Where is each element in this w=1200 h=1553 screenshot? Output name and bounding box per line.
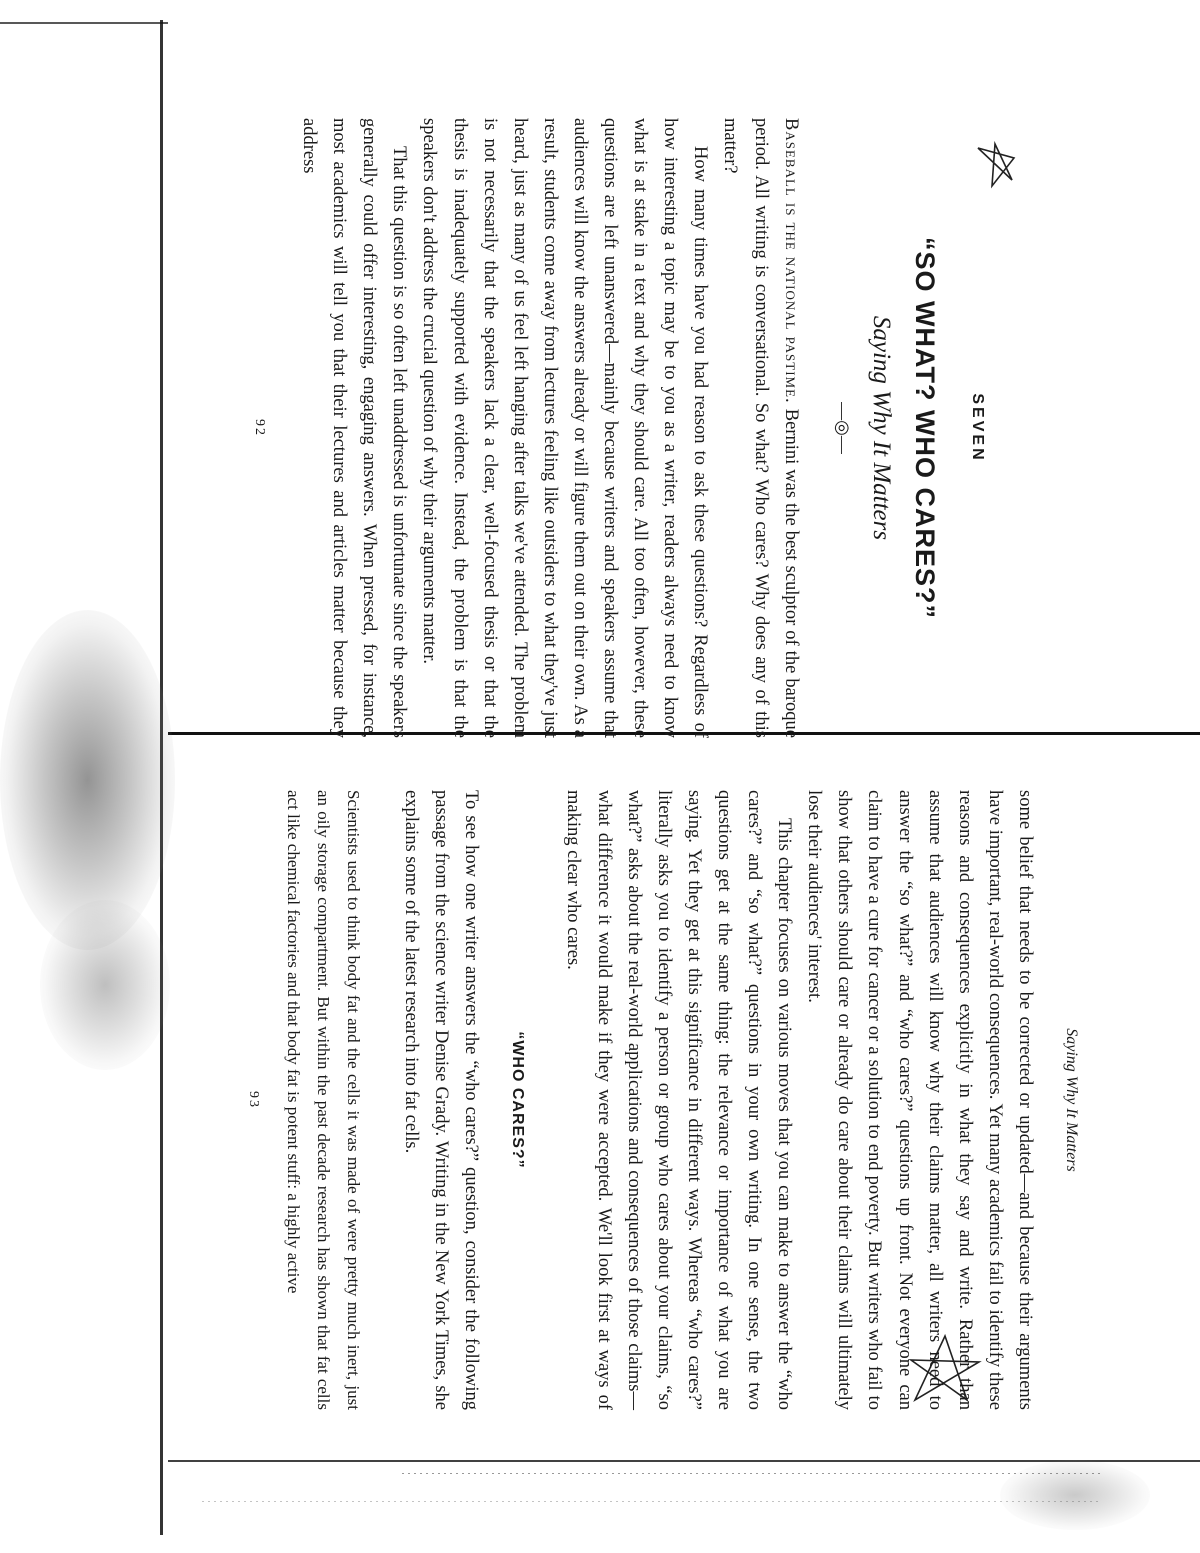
book-page-92 <box>252 118 1002 738</box>
page-number: 92 <box>252 419 268 437</box>
paragraph: How many times have you had reason to ask these questions? Regardless of how interesting a topic may be to you as a writer, readers always need to know what is at stake in a text and why they should care. All too often, however, these questions are left unanswered—mainly because writers and speakers assume that audiences will know the answers already or will figure them out on their own. As a result, students come away from lectures feeling like outsiders to what they've just heard, just as many of us feel left hanging after talks we've attended. The problem is not necessarily that the speakers lack a clear, well-focused thesis or that the thesis is inadequately supported with evidence. Instead, the problem is that the speakers don't address the crucial question of why their arguments matter. <box>419 118 711 738</box>
chapter-title: “SO WHAT? WHO CARES?” <box>909 237 940 619</box>
chapter-ornament: —◎— <box>832 402 853 454</box>
book-page-93 <box>245 790 1086 1410</box>
opening-smallcaps: Baseball is the national pastime. <box>780 118 801 404</box>
paragraph: To see how one writer answers the “who cares?” question, consider the following passage from the science writer Denise Grady. Writing in the New York Times, she explains some of the latest research into fat cells. <box>401 790 482 1410</box>
chapter-number: SEVEN <box>969 393 986 463</box>
running-head: Saying Why It Matters <box>1063 1028 1080 1172</box>
scan-noise <box>0 610 175 950</box>
page-number: 93 <box>245 1091 261 1109</box>
block-quote <box>278 790 368 1410</box>
section-heading: “WHO CARES?” <box>509 1031 527 1169</box>
paragraph: That this question is so often left unaddressed is unfortunate since the speakers generally could offer interesting, engaging answers. When pressed, for instance, most academics will tell you that their lectures and articles matter because they address <box>299 118 410 738</box>
scan-noise <box>1000 1460 1150 1530</box>
paragraph-text: Bernini was the best sculptor of the baroque period. All writing is conversational. So what? Who cares? Why does any of this matter? <box>720 118 801 738</box>
block-quote-text: Scientists used to think body fat and the cells it was made of were pretty much inert, just an oily storage compartment. But within the past decade research has shown that fat cells act like chemical factories and that body fat is potent stuff: a highly active <box>283 790 364 1410</box>
paragraph: This chapter focuses on various moves that you can make to answer the “who cares?” and “so what?” questions in your own writing. In one sense, the two questions get at the same thing: the relevance or importance of what you are saying. Yet they get at this significance in different ways. Whereas “who cares?” literally asks you to identify a person or group who cares about your claims, “so what?” asks about the real-world applications and consequences of those claims—what difference it would make if they were accepted. We'll look first at ways of making clear who cares. <box>563 790 795 1410</box>
top-scan-edge <box>0 22 168 24</box>
paragraph: some belief that needs to be corrected or updated—and because their arguments have important, real-world consequences. Yet many academics fail to identify these reasons and consequences explicitly in what they say and write. Rather than assume that audiences will know why their claims matter, all writers need to answer the “so what?” and “who cares?” questions up front. Not everyone can claim to have a cure for cancer or a solution to end poverty. But writers who fail to show that others should care or already do care about their claims will ultimately lose their audiences' interest. <box>804 790 1035 1410</box>
scan-noise <box>200 1500 1100 1503</box>
paragraph <box>715 118 805 738</box>
scan-noise <box>40 900 170 1070</box>
chapter-subtitle: Saying Why It Matters <box>867 315 895 541</box>
scan-noise <box>400 1472 1100 1475</box>
